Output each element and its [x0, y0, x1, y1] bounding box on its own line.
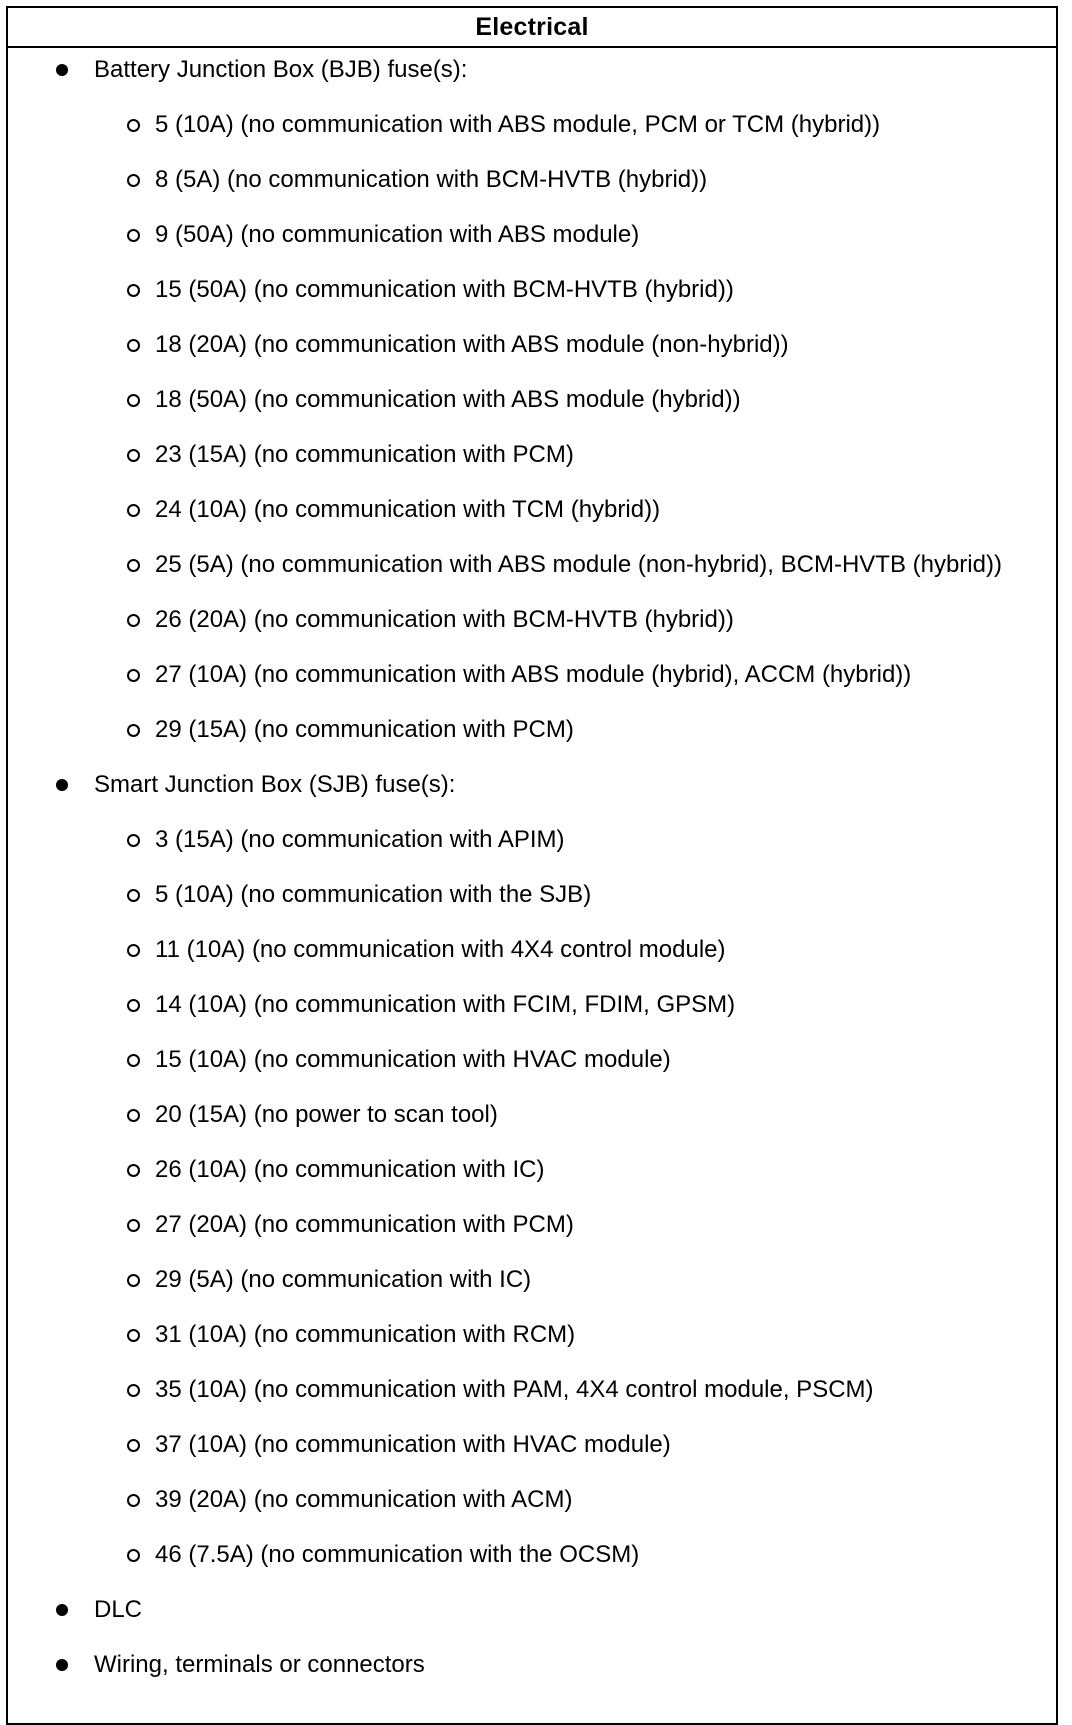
sub-list-item [127, 1266, 1025, 1294]
sub-list-item [127, 441, 1025, 469]
sub-list-item-text: 3 (15A) (no communication with APIM) [155, 826, 565, 853]
sub-list-item [127, 716, 1025, 744]
sub-list-item [127, 1046, 1025, 1074]
hollow-bullet-icon [127, 724, 140, 737]
bullet-item-label: Wiring, terminals or connectors [94, 1651, 425, 1678]
sub-list-item-text: 20 (15A) (no power to scan tool) [155, 1101, 498, 1128]
hollow-bullet-icon [127, 1164, 140, 1177]
hollow-bullet-icon [127, 229, 140, 242]
sub-list-item-text: 11 (10A) (no communication with 4X4 control module) [155, 936, 726, 963]
bullet-item-label: DLC [94, 1596, 143, 1623]
table-body [8, 48, 1056, 1679]
sub-list-item [127, 1321, 1025, 1349]
sub-list-item [127, 991, 1025, 1019]
hollow-bullet-icon [127, 1219, 140, 1232]
sub-list-item [127, 1211, 1025, 1239]
sub-list-item-text: 18 (50A) (no communication with ABS module (hybrid)) [155, 386, 741, 413]
table-header: Electrical [8, 8, 1056, 48]
sub-list-item [127, 221, 1025, 249]
sub-list-item-text: 35 (10A) (no communication with PAM, 4X4 control module, PSCM) [155, 1376, 874, 1403]
sub-list-item [127, 1486, 1025, 1514]
sub-list-item-text: 24 (10A) (no communication with TCM (hybrid)) [155, 496, 661, 523]
sub-list-item [127, 1376, 1025, 1404]
sub-list-item [127, 331, 1025, 359]
filled-bullet-icon [56, 1659, 68, 1671]
bullet-item [52, 1651, 1056, 1679]
sub-list-item-text: 27 (10A) (no communication with ABS module (hybrid), ACCM (hybrid)) [155, 661, 912, 688]
hollow-bullet-icon [127, 119, 140, 132]
hollow-bullet-icon [127, 614, 140, 627]
hollow-bullet-icon [127, 999, 140, 1012]
sub-list-item [127, 111, 1025, 139]
hollow-bullet-icon [127, 1274, 140, 1287]
hollow-bullet-icon [127, 1549, 140, 1562]
sub-list-item [127, 1541, 1025, 1569]
bullet-item [52, 771, 1056, 1569]
sub-list-item-text: 26 (10A) (no communication with IC) [155, 1156, 545, 1183]
sub-list-item-text: 29 (5A) (no communication with IC) [155, 1266, 532, 1293]
hollow-bullet-icon [127, 394, 140, 407]
hollow-bullet-icon [127, 944, 140, 957]
sub-list-item-text: 27 (20A) (no communication with PCM) [155, 1211, 574, 1238]
hollow-bullet-icon [127, 1329, 140, 1342]
sub-list-item-text: 46 (7.5A) (no communication with the OCSM) [155, 1541, 640, 1568]
hollow-bullet-icon [127, 669, 140, 682]
sub-list-item-text: 37 (10A) (no communication with HVAC module) [155, 1431, 671, 1458]
sub-list-item [127, 936, 1025, 964]
hollow-bullet-icon [127, 174, 140, 187]
hollow-bullet-icon [127, 1054, 140, 1067]
sub-list-item-text: 39 (20A) (no communication with ACM) [155, 1486, 573, 1513]
filled-bullet-icon [56, 1604, 68, 1616]
bullet-item-label: Battery Junction Box (BJB) fuse(s): [94, 56, 468, 83]
hollow-bullet-icon [127, 449, 140, 462]
hollow-bullet-icon [127, 559, 140, 572]
sub-list-item [127, 826, 1025, 854]
hollow-bullet-icon [127, 504, 140, 517]
hollow-bullet-icon [127, 1109, 140, 1122]
sub-list-item-text: 29 (15A) (no communication with PCM) [155, 716, 574, 743]
sub-list-item-text: 23 (15A) (no communication with PCM) [155, 441, 574, 468]
hollow-bullet-icon [127, 339, 140, 352]
filled-bullet-icon [56, 779, 68, 791]
sub-list-item-text: 26 (20A) (no communication with BCM-HVTB (hybrid)) [155, 606, 734, 633]
electrical-table [6, 6, 1058, 1725]
sub-list-item [127, 1101, 1025, 1129]
bullet-item [52, 56, 1056, 744]
sub-list [127, 826, 1056, 1569]
sub-list-item-text: 25 (5A) (no communication with ABS module (non-hybrid), BCM-HVTB (hybrid)) [155, 551, 1002, 578]
hollow-bullet-icon [127, 834, 140, 847]
sub-list-item [127, 166, 1025, 194]
hollow-bullet-icon [127, 1384, 140, 1397]
sub-list-item [127, 276, 1025, 304]
hollow-bullet-icon [127, 889, 140, 902]
sub-list-item-text: 5 (10A) (no communication with the SJB) [155, 881, 592, 908]
sub-list-item [127, 881, 1025, 909]
bullet-item-label: Smart Junction Box (SJB) fuse(s): [94, 771, 456, 798]
sub-list-item [127, 606, 1025, 634]
sub-list-item [127, 386, 1025, 414]
hollow-bullet-icon [127, 1439, 140, 1452]
sub-list-item-text: 15 (50A) (no communication with BCM-HVTB (hybrid)) [155, 276, 734, 303]
sub-list-item [127, 1156, 1025, 1184]
sub-list-item-text: 18 (20A) (no communication with ABS module (non-hybrid)) [155, 331, 789, 358]
sub-list-item-text: 31 (10A) (no communication with RCM) [155, 1321, 576, 1348]
sub-list [127, 111, 1056, 744]
sub-list-item-text: 15 (10A) (no communication with HVAC module) [155, 1046, 671, 1073]
sub-list-item [127, 661, 1025, 689]
hollow-bullet-icon [127, 284, 140, 297]
sub-list-item [127, 551, 1025, 579]
sub-list-item-text: 14 (10A) (no communication with FCIM, FDIM, GPSM) [155, 991, 736, 1018]
sub-list-item-text: 9 (50A) (no communication with ABS module) [155, 221, 640, 248]
sub-list-item-text: 5 (10A) (no communication with ABS module, PCM or TCM (hybrid)) [155, 111, 881, 138]
filled-bullet-icon [56, 64, 68, 76]
hollow-bullet-icon [127, 1494, 140, 1507]
sub-list-item [127, 496, 1025, 524]
sub-list-item-text: 8 (5A) (no communication with BCM-HVTB (hybrid)) [155, 166, 708, 193]
bullet-item [52, 1596, 1056, 1624]
sub-list-item [127, 1431, 1025, 1459]
